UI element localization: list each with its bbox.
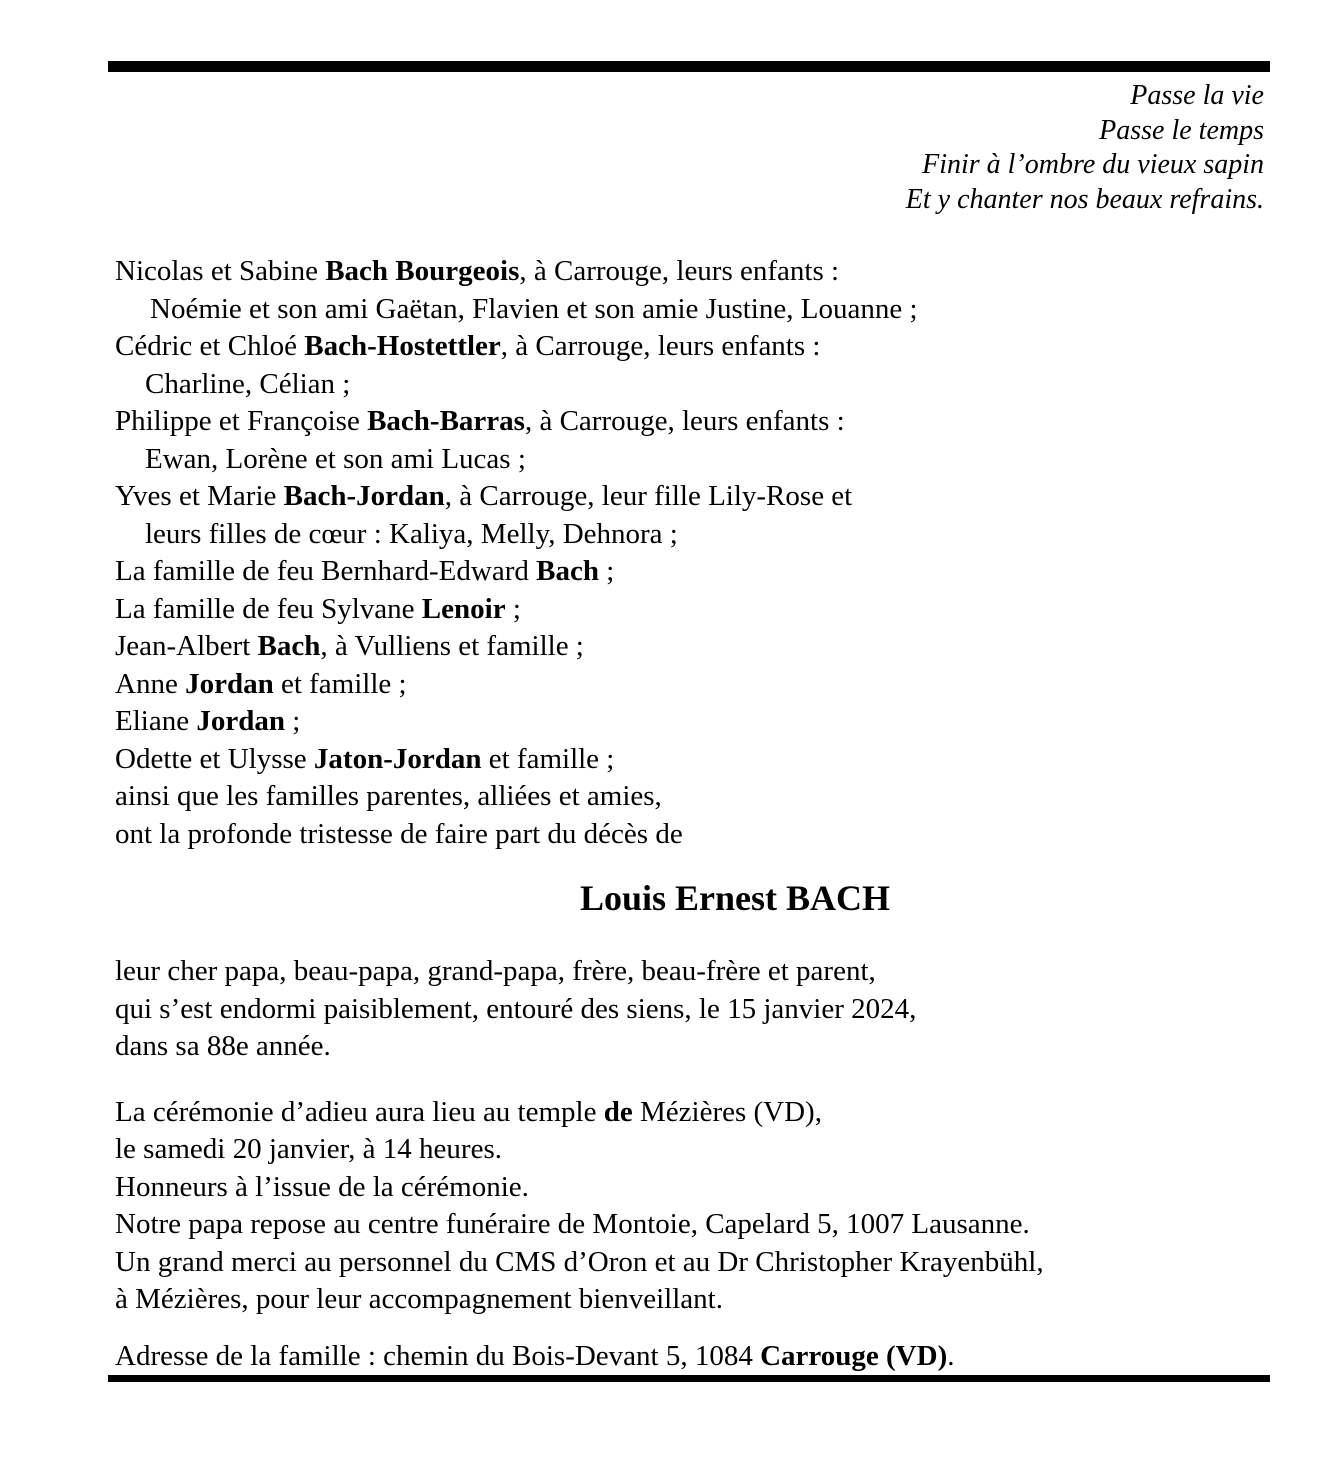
text-line — [115, 291, 1326, 329]
text-segment: Jaton-Jordan — [313, 742, 482, 775]
text-line — [115, 328, 1326, 366]
text-segment: ont la profonde tristesse de faire part du décès de — [115, 817, 683, 850]
text-segment: Yves et Marie — [115, 480, 284, 512]
text-segment: , à Vulliens et famille ; — [320, 630, 584, 662]
text-segment: Bach-Barras — [367, 405, 525, 437]
text-segment: Carrouge (VD) — [760, 1339, 948, 1372]
family-address — [115, 1338, 1326, 1376]
text-segment: Bach — [536, 555, 599, 587]
text-line — [115, 403, 1326, 441]
text-segment: ; — [598, 555, 615, 587]
text-line — [115, 1094, 1326, 1132]
text-segment: Anne — [115, 667, 186, 700]
text-segment: Mézières (VD), — [632, 1095, 822, 1128]
death-notice-page — [0, 61, 1326, 1479]
text-segment: Adresse de la famille : chemin du Bois-Devant 5, 1084 — [115, 1339, 761, 1372]
text-segment: , à Carrouge, leurs enfants : — [524, 405, 845, 437]
poem — [0, 79, 1264, 217]
text-line — [115, 516, 1326, 554]
text-line — [115, 553, 1326, 591]
text-segment: et famille ; — [481, 742, 615, 775]
text-segment: ainsi que les familles parentes, alliées et amies, — [115, 780, 662, 812]
text-line — [115, 253, 1326, 291]
text-segment: Philippe et Françoise — [115, 405, 368, 437]
text-line: le samedi 20 janvier, à 14 heures. — [115, 1133, 502, 1165]
text-line: à Mézières, pour leur accompagnement bienveillant. — [115, 1283, 723, 1315]
bottom-rule — [108, 1375, 1270, 1382]
text-line — [115, 366, 1326, 404]
text-line: Un grand merci au personnel du CMS d’Oron et au Dr Christopher Krayenbühl, — [115, 1245, 1044, 1278]
text-segment: Eliane — [115, 705, 197, 737]
text-segment: La famille de feu Sylvane — [115, 592, 422, 625]
text-segment: Odette et Ulysse — [115, 742, 314, 775]
text-line: qui s’est endormi paisiblement, entouré des siens, le 15 janvier 2024, — [115, 992, 917, 1025]
text-line — [115, 441, 1326, 479]
death-details — [115, 953, 1326, 1066]
text-line — [115, 778, 1326, 816]
text-segment: Bach Bourgeois — [325, 255, 520, 287]
text-segment: ; — [284, 705, 301, 737]
text-line — [115, 703, 1326, 741]
text-segment: Jordan — [185, 667, 274, 700]
text-segment: Charline, Célian ; — [145, 367, 351, 400]
text-segment: Bach — [257, 630, 321, 662]
text-line — [115, 478, 1326, 516]
text-segment: , à Carrouge, leur fille Lily-Rose et — [444, 480, 853, 512]
text-line — [115, 741, 1326, 779]
text-segment: Nicolas et Sabine — [115, 255, 326, 287]
text-line: dans sa 88e année. — [115, 1030, 331, 1062]
text-segment: et famille ; — [273, 667, 407, 700]
deceased-name: Louis Ernest BACH — [579, 878, 891, 918]
text-segment: . — [947, 1339, 955, 1372]
text-segment: leurs filles de cœur : Kaliya, Melly, Dehnora ; — [145, 517, 678, 550]
text-line: Notre papa repose au centre funéraire de Montoie, Capelard 5, 1007 Lausanne. — [115, 1208, 1030, 1240]
text-line: leur cher papa, beau-papa, grand-papa, frère, beau-frère et parent, — [115, 955, 876, 987]
text-segment: Jean-Albert — [115, 630, 258, 662]
text-segment: La famille de feu Bernhard-Edward — [115, 555, 537, 587]
text-segment: Noémie et son ami Gaëtan, Flavien et son amie Justine, Louanne ; — [150, 292, 918, 325]
text-segment: Cédric et Chloé — [115, 330, 305, 362]
text-line — [115, 666, 1326, 704]
text-line: Passe la vie — [1130, 80, 1264, 111]
text-segment: Bach-Hostettler — [304, 330, 501, 362]
text-segment: Ewan, Lorène et son ami Lucas ; — [145, 442, 526, 475]
family-list — [115, 253, 1326, 853]
text-segment: ; — [505, 592, 521, 625]
text-line: Honneurs à l’issue de la cérémonie. — [115, 1170, 529, 1203]
text-segment: Bach-Jordan — [283, 480, 445, 512]
text-segment: , à Carrouge, leurs enfants : — [500, 330, 821, 362]
text-segment: Lenoir — [421, 592, 506, 625]
text-segment: La cérémonie d’adieu aura lieu au temple — [115, 1095, 604, 1128]
text-line: Passe le temps — [1099, 114, 1264, 146]
text-segment: de — [603, 1095, 633, 1128]
text-line — [115, 628, 1326, 666]
text-line — [115, 591, 1326, 629]
text-segment: , à Carrouge, leurs enfants : — [519, 255, 840, 287]
text-line: Finir à l’ombre du vieux sapin — [922, 149, 1264, 180]
text-line: Et y chanter nos beaux refrains. — [905, 183, 1264, 215]
text-line — [115, 816, 1326, 854]
top-rule — [108, 61, 1270, 72]
ceremony-details — [115, 1094, 1326, 1319]
text-segment: Jordan — [196, 705, 285, 737]
